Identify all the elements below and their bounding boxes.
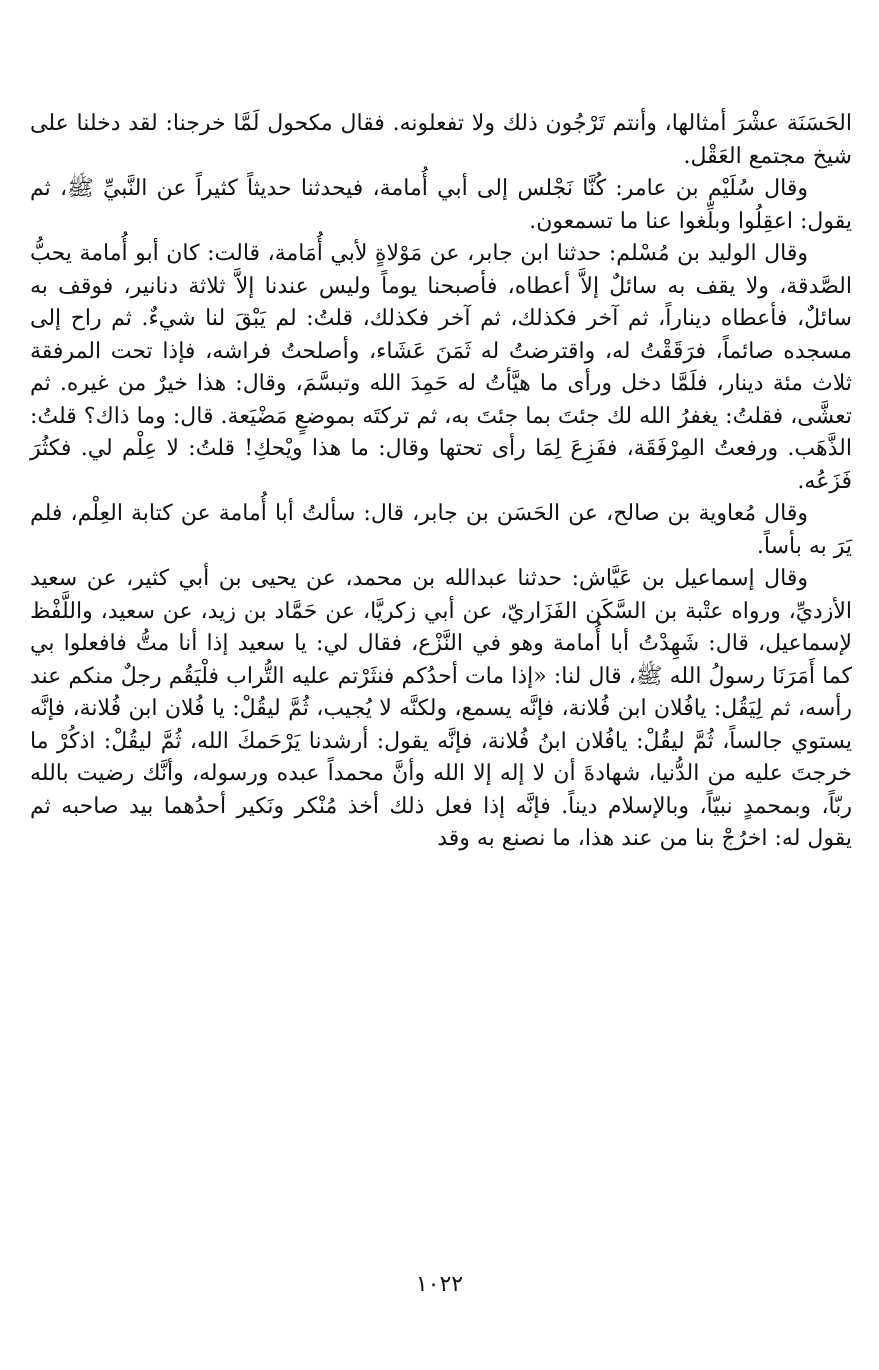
paragraph-1: الحَسَنَة عشْرَ أمثالها، وأنتم تَرْجُون ذلك ولا تفعلونه. فقال مكحول لَمَّا خرجنا: لقد دخلنا على شيخ مجتمع العَقْل. (30, 111, 852, 169)
paragraph-5: وقال إسماعيل بن عَيَّاش: حدثنا عبدالله بن محمد، عن يحيى بن أبي كثير، عن سعيد الأزديِّ، ورواه عتْبة بن السَّكَن الفَزَاريّ، عن أبي زكريَّا، عن حَمَّاد بن زيد، عن سعيد، واللَّفْظ لإسماعيل، قال: شَهِدْتُ أبا أُمامة وهو في النَّزْع، فقال لي: يا سعيد إذا أنا متُّ فافعلوا بي كما أَمَرَنَا رسولُ الله ﷺ، قال لنا: «إذا مات أحدُكم فنثَرْتم عليه التُّراب فلْيَقُم رجلٌ منكم عند رأسه، ثم لِيَقُل: يافُلان ابن فُلانة، فإنَّه يسمع، ولكنَّه لا يُجيب، ثُمَّ ليقُلْ: يا فُلان ابن فُلانة، فإنَّه يستوي جالساً، ثُمَّ ليقُلْ: يافُلان ابنُ فُلانة، فإنَّه يقول: أرشدنا يَرْحَمكَ الله، ثُمَّ ليقُلْ: اذكُرْ ما خرجتَ عليه من الدُّنيا، شهادةَ أن لا إله إلا الله وأنَّ محمداً عبده ورسوله، وأنَّك رضيت بالله ربّاً، وبمحمدٍ نبيّاً، وبالإسلام ديناً. فإنَّه إذا فعل ذلك أخذ مُنْكر ونَكير أحدُهما بيد صاحبه ثم يقول له: اخرُجْ بنا من عند هذا، ما نصنع به وقد (30, 566, 852, 851)
paragraph-4: وقال مُعاوية بن صالح، عن الحَسَن بن جابر، قال: سألتُ أبا أُمامة عن كتابة العِلْم، فلم يَرَ به بأساً. (30, 501, 852, 559)
paragraph-3: وقال الوليد بن مُسْلم: حدثنا ابن جابر، عن مَوْلاةٍ لأبي أُمَامة، قالت: كان أبو أُمامة يحبُّ الصَّدقة، ولا يقف به سائلٌ إلاَّ أعطاه، فأصبحنا يوماً وليس عندنا إلاَّ ثلاثة دنانير، فوقف به سائلٌ، فأعطاه ديناراً، ثم آخر فكذلك، ثم آخر فكذلك، قلتُ: لم يَبْقَ لنا شيءٌ. ثم راح إلى مسجده صائماً، فرَقَقْتُ له، واقترضتُ له ثَمَنَ عَشَاء، وأصلحتُ فراشه، فإذا تحت المرفقة ثلاث مئة دينار، فلَمَّا دخل ورأى ما هيَّأتُ له حَمِدَ الله وتبسَّمَ، وقال: هذا خيرٌ من غيره. ثم تعشَّى، فقلتُ: يغفرُ الله لك جئتَ بما جئتَ به، ثم تركتَه بموضعٍ مَضْيَعة. قال: وما ذاك؟ قلتُ: الذَّهَب. ورفعتُ المِرْفَقَة، ففَزِعَ لِمَا رأى تحتها وقال: ما هذا ويْحكِ! قلتُ: لا عِلْم لي. فكثُرَ فَزَعُه. (30, 241, 852, 494)
page-body (30, 108, 852, 1288)
page-number: ١٠٢٢ (415, 1272, 464, 1297)
paragraph-2: وقال سُلَيْم بن عامر: كُنَّا نَجْلس إلى أبي أُمامة، فيحدثنا حديثاً كثيراً عن النَّبيِّ ﷺ، ثم يقول: اعقِلُوا وبلِّغوا عنا ما تسمعون. (30, 176, 852, 234)
